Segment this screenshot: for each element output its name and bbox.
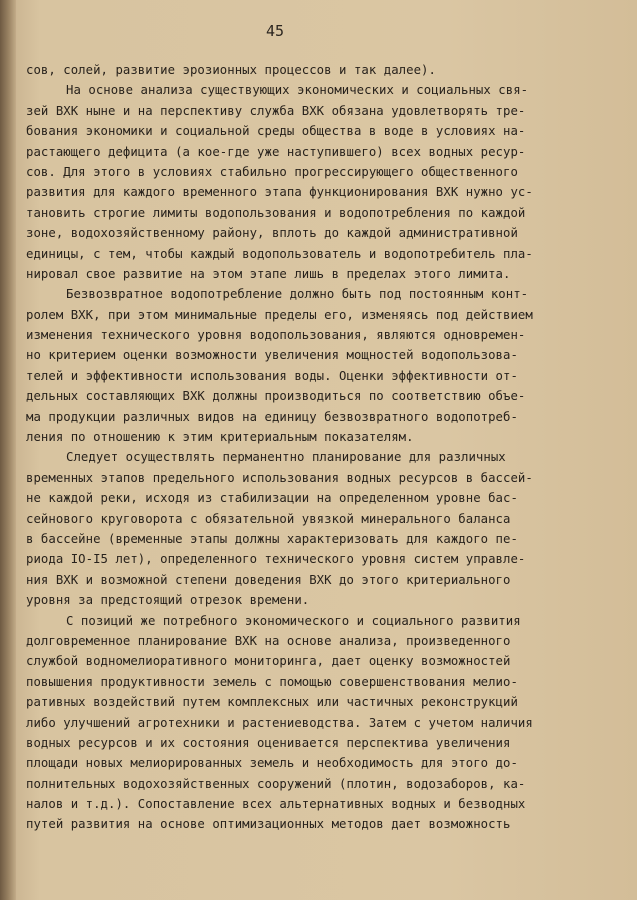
text-line: сов. Для этого в условиях стабильно прогрессирующего общественного [26,164,518,179]
text-line: площади новых мелиорированных земель и необходимость для этого до- [26,756,518,771]
text-line: нировал свое развитие на этом этапе лишь в пределах этого лимита. [26,266,511,281]
text-line: но критерием оценки возможности увеличения мощностей водопользова- [26,348,518,363]
text-line: растающего дефицита (а кое-где уже наступившего) всех водных ресур- [26,144,526,159]
text-line: Следует осуществлять перманентно планирование для различных [66,450,506,465]
text-line: дельных составляющих ВХК должны производиться по соответствию объе- [26,389,526,404]
text-line: бования экономики и социальной среды общества в воде в условиях на- [26,124,526,139]
text-line: сейнового круговорота с обязательной увязкой минерального баланса [26,511,511,526]
text-line: сов, солей, развитие эрозионных процессов и так далее). [26,63,436,77]
text-line: уровня за предстоящий отрезок времени. [26,593,310,608]
text-line: С позиций же потребного экономического и социального развития [66,613,521,628]
body-text [26,60,606,835]
text-line: Безвозвратное водопотребление должно быть под постоянным конт- [66,287,529,302]
text-line: развития для каждого временного этапа функционирования ВХК нужно ус- [26,185,533,200]
text-line: долговременное планирование ВХК на основе анализа, произведенного [26,633,511,648]
text-line: зоне, водохозяйственному району, вплоть до каждой административной [26,226,518,241]
text-line: не каждой реки, исходя из стабилизации на определенном уровне бас- [26,491,518,506]
text-line: путей развития на основе оптимизационных методов дает возможность [26,817,511,832]
text-line: ма продукции различных видов на единицу безвозвратного водопотреб- [26,409,518,424]
text-line: либо улучшений агротехники и растениеводства. Затем с учетом наличия [26,715,533,730]
text-line: службой водномелиоративного мониторинга, дает оценку возможностей [26,654,511,669]
page-number: 45 [265,22,285,40]
text-line: ративных воздействий путем комплексных или частичных реконструкций [26,695,518,710]
text-line: налов и т.д.). Сопоставление всех альтернативных водных и безводных [26,797,526,812]
text-line: полнительных водохозяйственных сооружений (плотин, водозаборов, ка- [26,776,526,791]
text-line: ния ВХК и возможной степени доведения ВХК до этого критериального [26,572,511,587]
binding-shadow [0,0,16,900]
text-line: изменения технического уровня водопользования, являются одновремен- [26,328,526,343]
text-line: зей ВХК ныне и на перспективу служба ВХК обязана удовлетворять тре- [26,103,526,118]
text-line: ролем ВХК, при этом минимальные пределы его, изменяясь под действием [26,307,533,322]
text-line: риода IO-I5 лет), определенного технического уровня систем управле- [26,552,526,567]
text-line: единицы, с тем, чтобы каждый водопользователь и водопотребитель пла- [26,246,533,261]
text-line: ления по отношению к этим критериальным показателям. [26,430,414,445]
text-line: На основе анализа существующих экономических и социальных свя- [66,83,529,98]
text-line: повышения продуктивности земель с помощью совершенствования мелио- [26,674,518,689]
text-line: в бассейне (временные этапы должны характеризовать для каждого пе- [26,531,518,546]
text-line: тановить строгие лимиты водопользования и водопотребления по каждой [26,205,526,220]
text-line: временных этапов предельного использования водных ресурсов в бассей- [26,470,533,485]
text-line: телей и эффективности использования воды. Оценки эффективности от- [26,368,518,383]
text-line: водных ресурсов и их состояния оценивается перспектива увеличения [26,735,511,750]
